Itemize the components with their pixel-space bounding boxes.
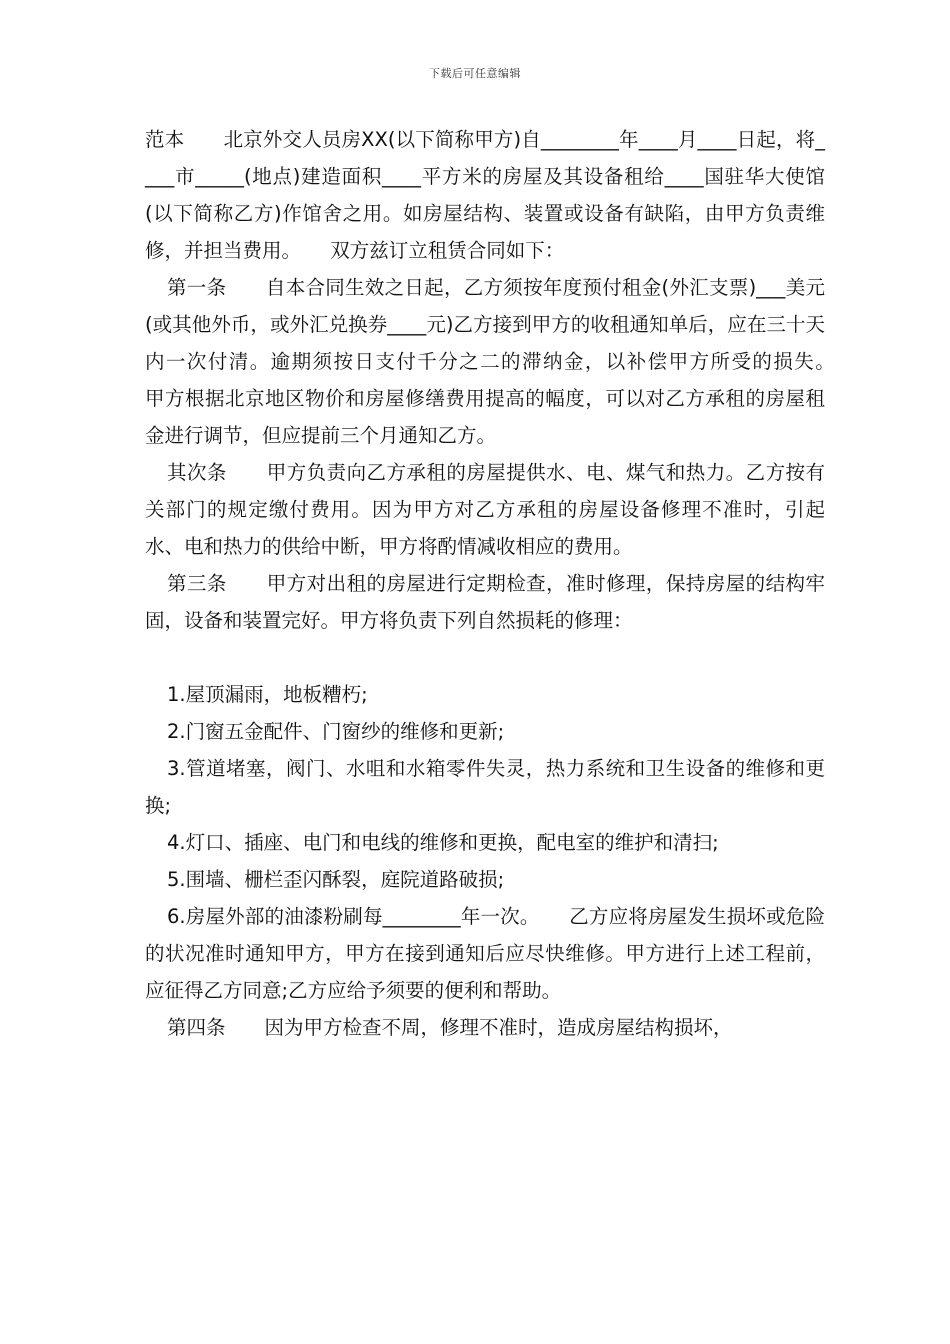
list-item-1: 1.屋顶漏雨，地板糟朽; (167, 683, 368, 706)
list-item-6: 6.房屋外部的油漆粉刷每________年一次。 乙方应将房屋发生损坏或危险的状况准时通知甲方，甲方在接到通知后应尽快维修。甲方进行上述工程前，应征得乙方同意;乙方应给予须要的便利和帮助。 (145, 905, 825, 1002)
blank-line (145, 639, 825, 676)
list-item-2: 2.门窗五金配件、门窗纱的维修和更新; (167, 720, 505, 743)
article-1-paragraph: 第一条 自本合同生效之日起，乙方须按年度预付租金(外汇支票)___美元(或其他外币，或外汇兑换券____元)乙方接到甲方的收租通知单后，应在三十天内一次付清。逾期须按日支付千分之二的滞纳金，以补偿甲方所受的损失。 甲方根据北京地区物价和房屋修缮费用提高的幅度，可以对乙方承租的房屋租金进行调节，但应提前三个月通知乙方。 (145, 276, 865, 447)
article-2-paragraph: 其次条 甲方负责向乙方承租的房屋提供水、电、煤气和热力。乙方按有关部门的规定缴付费用。因为甲方对乙方承租的房屋设备修理不准时，引起水、电和热力的供给中断，甲方将酌情减收相应的费用。 (145, 461, 825, 558)
document-body (145, 121, 865, 1046)
list-item-5: 5.围墙、栅栏歪闪酥裂，庭院道路破损; (167, 868, 505, 891)
list-item-4: 4.灯口、插座、电门和电线的维修和更换，配电室的维护和清扫; (167, 831, 719, 854)
preamble-paragraph: 范本 北京外交人员房XX(以下简称甲方)自________年____月____日起，将____市_____(地点)建造面积____平方米的房屋及其设备租给____国驻华大使馆(以下简称乙方)作馆舍之用。如房屋结构、装置或设备有缺陷，由甲方负责维修，并担当费用。 双方兹订立租赁合同如下： (145, 128, 825, 262)
page-header-note: 下载后可任意编辑 (429, 67, 521, 80)
article-3-paragraph: 第三条 甲方对出租的房屋进行定期检查，准时修理，保持房屋的结构牢固，设备和装置完好。甲方将负责下列自然损耗的修理： (145, 572, 825, 632)
article-4-paragraph: 第四条 因为甲方检查不周，修理不准时，造成房屋结构损坏， (167, 1016, 733, 1039)
list-item-3: 3.管道堵塞，阀门、水咀和水箱零件失灵，热力系统和卫生设备的维修和更换; (145, 757, 825, 817)
